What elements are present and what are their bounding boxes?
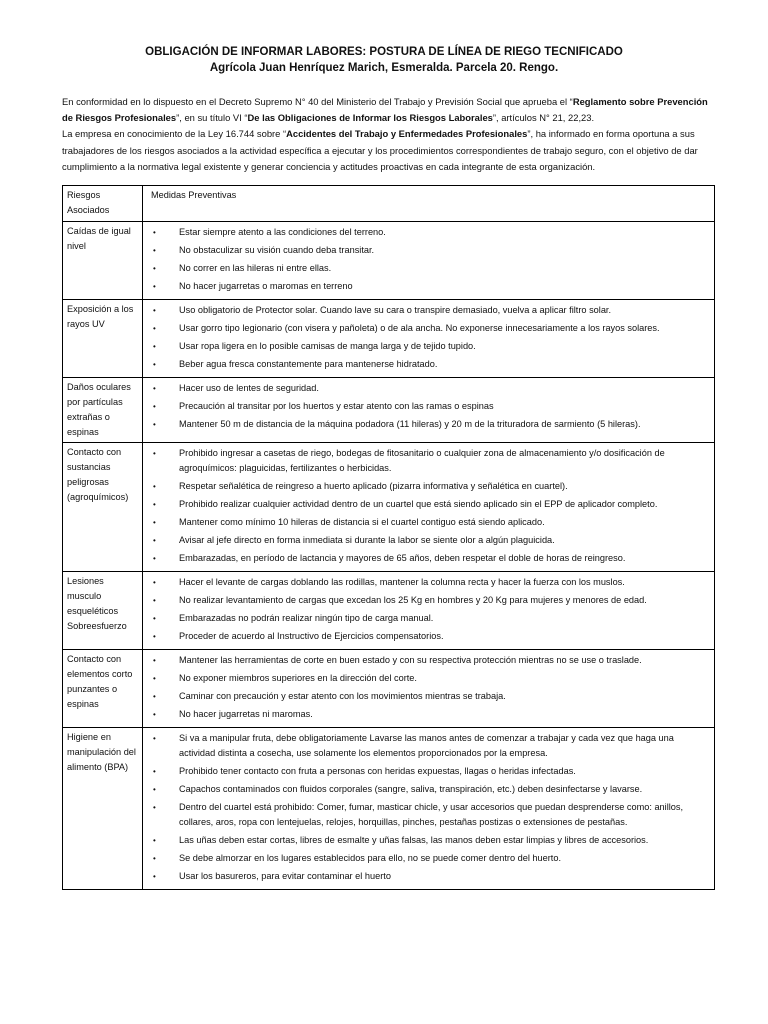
- measure-text: Precaución al transitar por los huertos y estar atento con las ramas o espinas: [179, 401, 494, 411]
- measure-item: [153, 763, 710, 781]
- table-body: [63, 222, 715, 890]
- measure-item: [153, 478, 710, 496]
- risk-cell: Caídas de igual nivel: [63, 222, 143, 300]
- bullet-icon: •: [153, 836, 156, 845]
- risk-cell: Contacto con elementos corto punzantes o espinas: [63, 650, 143, 728]
- measure-text: Estar siempre atento a las condiciones del terreno.: [179, 227, 386, 237]
- measure-text: Prohibido realizar cualquier actividad dentro de un cuartel que está siendo aplicado sin el EPP de aplicador completo.: [179, 499, 658, 509]
- measures-list: [143, 224, 710, 296]
- measure-text: Hacer el levante de cargas doblando las rodillas, mantener la columna recta y hacer la fuerza con los muslos.: [179, 577, 625, 587]
- measures-list: [143, 445, 710, 568]
- risk-cell: Contacto con sustancias peligrosas (agroquímicos): [63, 443, 143, 572]
- measure-item: [153, 496, 710, 514]
- measure-item: [153, 799, 710, 832]
- table-row: [63, 572, 715, 650]
- measure-item: [153, 868, 710, 886]
- measure-item: [153, 445, 710, 478]
- risk-cell: Exposición a los rayos UV: [63, 300, 143, 378]
- measures-list: [143, 380, 710, 434]
- measure-item: [153, 242, 710, 260]
- measure-item: [153, 574, 710, 592]
- measure-text: No exponer miembros superiores en la dirección del corte.: [179, 673, 417, 683]
- bullet-icon: •: [153, 324, 156, 333]
- bullet-icon: •: [153, 402, 156, 411]
- risk-table: [62, 185, 715, 890]
- measure-text: Dentro del cuartel está prohibido: Comer, fumar, masticar chicle, y usar accesorios que puedan desprenderse como: anillos, collares, aros, ropa con lentejuelas, relojes, horquillas, pinches, pestañas postizas o extensiones de pestañas.: [179, 802, 684, 827]
- measure-item: [153, 628, 710, 646]
- intro-p2-text-a: La empresa en conocimiento de la Ley 16.744 sobre “: [62, 128, 287, 140]
- measures-list: [143, 302, 710, 374]
- bullet-icon: •: [153, 264, 156, 273]
- measure-item: [153, 380, 710, 398]
- bullet-icon: •: [153, 596, 156, 605]
- bullet-icon: •: [153, 674, 156, 683]
- title-line-1: OBLIGACIÓN DE INFORMAR LABORES: POSTURA DE LÍNEA DE RIEGO TECNIFICADO: [145, 46, 623, 58]
- bullet-icon: •: [153, 803, 156, 812]
- bullet-icon: •: [153, 500, 156, 509]
- bullet-icon: •: [153, 342, 156, 351]
- bullet-icon: •: [153, 767, 156, 776]
- intro-p2-text-c: ”, ha informado en forma oportuna a sus trabajadores de los riesgos asociados a la actividad específica a ejecutar y los procedimientos correspondientes de trabajo seguro, con el objetivo de dar cumplimiento a la normativa legal existente y generar conciencia y actitudes proactivas en cada integrante de esta organización.: [62, 128, 698, 172]
- table-row: [63, 222, 715, 300]
- bullet-icon: •: [153, 536, 156, 545]
- bullet-icon: •: [153, 785, 156, 794]
- measure-text: Se debe almorzar en los lugares establecidos para ello, no se puede comer dentro del huerto.: [179, 853, 562, 863]
- measure-item: [153, 832, 710, 850]
- measure-text: Prohibido ingresar a casetas de riego, bodegas de fitosanitario o cualquier zona de almacenamiento y/o dosificación de agroquímicos: plaguicidas, fertilizantes o herbicidas.: [179, 448, 665, 473]
- table-header-row: [63, 186, 715, 222]
- bullet-icon: •: [153, 632, 156, 641]
- measure-item: [153, 302, 710, 320]
- table-row: [63, 650, 715, 728]
- risk-cell: Lesiones musculo esqueléticos Sobreesfuerzo: [63, 572, 143, 650]
- measure-item: [153, 652, 710, 670]
- intro-p1-articles: ”, artículos N° 21, 22,23.: [492, 112, 595, 124]
- intro-p1-regulation: Reglamento sobre Prevención de Riesgos Profesionales: [62, 96, 708, 124]
- measure-text: Mantener las herramientas de corte en buen estado y con su respectiva protección mientras no se use o traslade.: [179, 655, 642, 665]
- bullet-icon: •: [153, 228, 156, 237]
- measure-item: [153, 416, 710, 434]
- table-row: [63, 728, 715, 890]
- measure-item: [153, 224, 710, 242]
- measure-item: [153, 532, 710, 550]
- measure-text: Avisar al jefe directo en forma inmediata si durante la labor se siente olor a algún plaguicida.: [179, 535, 555, 545]
- measure-item: [153, 730, 710, 763]
- measure-item: [153, 514, 710, 532]
- measure-text: No realizar levantamiento de cargas que excedan los 25 Kg en hombres y 20 Kg para mujeres y menores de edad.: [179, 595, 647, 605]
- measure-text: Embarazadas no podrán realizar ningún tipo de carga manual.: [179, 613, 434, 623]
- bullet-icon: •: [153, 360, 156, 369]
- measure-text: Caminar con precaución y estar atento con los movimientos mientras se trabaja.: [179, 691, 506, 701]
- bullet-icon: •: [153, 518, 156, 527]
- measures-cell: [143, 728, 715, 890]
- measure-text: Prohibido tener contacto con fruta a personas con heridas expuestas, llagas o heridas infectadas.: [179, 766, 576, 776]
- measure-item: [153, 398, 710, 416]
- measure-item: [153, 550, 710, 568]
- table-row: [63, 443, 715, 572]
- measures-cell: [143, 378, 715, 443]
- bullet-icon: •: [153, 692, 156, 701]
- measures-cell: [143, 443, 715, 572]
- header-riesgos: Riesgos Asociados: [63, 186, 143, 222]
- measure-text: No obstaculizar su visión cuando deba transitar.: [179, 245, 375, 255]
- measure-item: [153, 706, 710, 724]
- measure-item: [153, 610, 710, 628]
- measure-text: Capachos contaminados con fluidos corporales (sangre, saliva, transpiración, etc.) deben desinfectarse y lavarse.: [179, 784, 643, 794]
- measure-text: Usar ropa ligera en lo posible camisas de manga larga y de tejido tupido.: [179, 341, 476, 351]
- bullet-icon: •: [153, 734, 156, 743]
- intro-p1-text-c: ”, en su título VI “: [176, 112, 248, 124]
- measure-text: Mantener 50 m de distancia de la máquina podadora (11 hileras) y 20 m de la trituradora de sarmiento (5 hileras).: [179, 419, 641, 429]
- measure-text: Proceder de acuerdo al Instructivo de Ejercicios compensatorios.: [179, 631, 444, 641]
- intro-paragraph-1: [62, 94, 716, 126]
- intro-p1-title-vi: De las Obligaciones de Informar los Riesgos Laborales: [247, 112, 493, 124]
- measures-cell: [143, 300, 715, 378]
- measure-text: Las uñas deben estar cortas, libres de esmalte y uñas falsas, las manos deben estar limpias y libres de accesorios.: [179, 835, 649, 845]
- bullet-icon: •: [153, 578, 156, 587]
- measure-text: Embarazadas, en período de lactancia y mayores de 65 años, deben respetar el doble de horas de reingreso.: [179, 553, 626, 563]
- measure-text: Respetar señalética de reingreso a huerto aplicado (pizarra informativa y señalética en cuartel).: [179, 481, 568, 491]
- measure-text: Si va a manipular fruta, debe obligatoriamente Lavarse las manos antes de comenzar a trabajar y cada vez que haga una actividad distinta a cosecha, use solamente los elementos proporcionados por la empresa.: [179, 733, 674, 758]
- measure-text: Beber agua fresca constantemente para mantenerse hidratado.: [179, 359, 438, 369]
- intro-text: [62, 94, 716, 175]
- measure-item: [153, 338, 710, 356]
- document-title: [0, 44, 768, 76]
- measure-item: [153, 278, 710, 296]
- measure-text: No hacer jugarretas ni maromas.: [179, 709, 313, 719]
- measure-item: [153, 356, 710, 374]
- measure-item: [153, 320, 710, 338]
- bullet-icon: •: [153, 554, 156, 563]
- measures-cell: [143, 650, 715, 728]
- measures-cell: [143, 572, 715, 650]
- measures-cell: [143, 222, 715, 300]
- bullet-icon: •: [153, 306, 156, 315]
- measures-list: [143, 730, 710, 886]
- measure-item: [153, 850, 710, 868]
- bullet-icon: •: [153, 656, 156, 665]
- table-row: [63, 300, 715, 378]
- table-row: [63, 378, 715, 443]
- bullet-icon: •: [153, 482, 156, 491]
- measure-text: No hacer jugarretas o maromas en terreno: [179, 281, 353, 291]
- measure-item: [153, 260, 710, 278]
- bullet-icon: •: [153, 282, 156, 291]
- measure-text: No correr en las hileras ni entre ellas.: [179, 263, 332, 273]
- measure-item: [153, 781, 710, 799]
- intro-p1-text-a: En conformidad en lo dispuesto en el Decreto Supremo N° 40 del Ministerio del Trabajo y Previsión Social que aprueba el “: [62, 96, 573, 107]
- bullet-icon: •: [153, 614, 156, 623]
- title-line-2: Agrícola Juan Henríquez Marich, Esmeralda. Parcela 20. Rengo.: [209, 62, 559, 74]
- measure-item: [153, 592, 710, 610]
- measure-text: Uso obligatorio de Protector solar. Cuando lave su cara o transpire demasiado, vuelva a aplicar filtro solar.: [179, 305, 612, 315]
- bullet-icon: •: [153, 710, 156, 719]
- measure-text: Hacer uso de lentes de seguridad.: [179, 383, 319, 393]
- header-medidas: Medidas Preventivas: [143, 186, 715, 222]
- intro-p2-law-name: Accidentes del Trabajo y Enfermedades Profesionales: [286, 128, 528, 140]
- measures-list: [143, 574, 710, 646]
- bullet-icon: •: [153, 420, 156, 429]
- risk-cell: Daños oculares por partículas extrañas o espinas: [63, 378, 143, 443]
- measure-text: Mantener como mínimo 10 hileras de distancia si el cuartel contiguo está siendo aplicado.: [179, 517, 545, 527]
- measure-item: [153, 688, 710, 706]
- measure-item: [153, 670, 710, 688]
- intro-paragraph-2: [62, 126, 716, 175]
- measure-text: Usar los basureros, para evitar contaminar el huerto: [179, 871, 391, 881]
- bullet-icon: •: [153, 449, 156, 458]
- risk-cell: Higiene en manipulación del alimento (BPA): [63, 728, 143, 890]
- bullet-icon: •: [153, 384, 156, 393]
- bullet-icon: •: [153, 854, 156, 863]
- measures-list: [143, 652, 710, 724]
- bullet-icon: •: [153, 872, 156, 881]
- measure-text: Usar gorro tipo legionario (con visera y pañoleta) o de ala ancha. No exponerse innecesariamente a los rayos solares.: [179, 323, 660, 333]
- bullet-icon: •: [153, 246, 156, 255]
